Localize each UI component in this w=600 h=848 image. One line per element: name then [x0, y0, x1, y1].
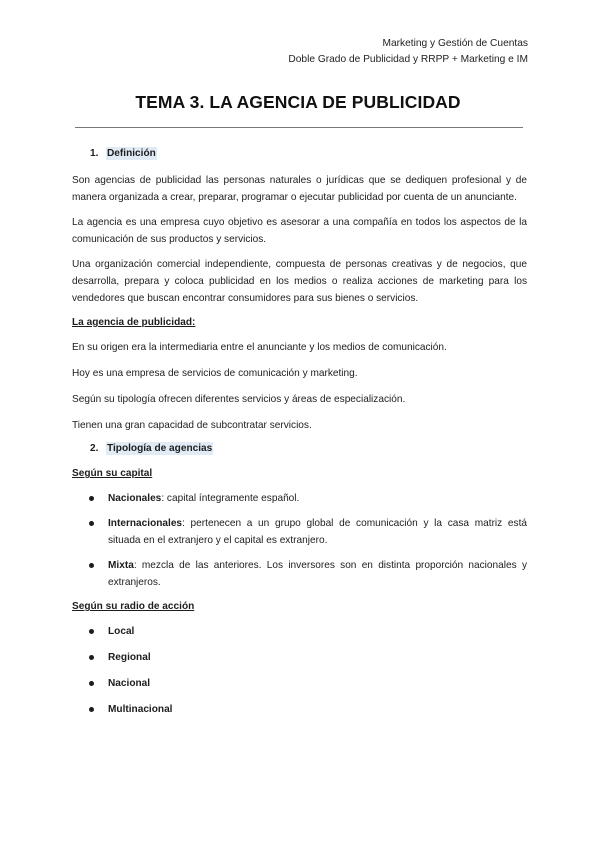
- bullet-icon: [89, 707, 94, 712]
- list-item-term: Mixta: [108, 560, 134, 571]
- capital-list: [72, 490, 527, 591]
- document-header: [288, 36, 528, 68]
- list-item: [72, 675, 527, 692]
- list-item: [72, 701, 527, 718]
- paragraph: Hoy es una empresa de servicios de comunicación y marketing.: [72, 368, 358, 379]
- subheading-capital: Según su capital: [72, 468, 153, 479]
- list-item-term: Regional: [108, 652, 151, 663]
- bullet-icon: [89, 563, 94, 568]
- list-item-desc: : pertenecen a un grupo global de comunicación y la casa matriz está situada en el extranjero y el capital es extranjero.: [108, 518, 527, 546]
- section-heading-tipologia: [90, 441, 527, 457]
- page-title: TEMA 3. LA AGENCIA DE PUBLICIDAD: [135, 92, 461, 112]
- list-item-desc: : capital íntegramente español.: [161, 493, 300, 504]
- title-divider: [75, 127, 523, 128]
- list-item: [72, 649, 527, 666]
- paragraph: La agencia es una empresa cuyo objetivo es asesorar a una compañía en todos los aspectos de la comunicación de sus productos y servicios.: [72, 217, 527, 245]
- radio-list: [72, 623, 527, 718]
- paragraph: Una organización comercial independiente, compuesta de personas creativas y de negocios, que desarrolla, prepara y coloca publicidad en los medios o realiza acciones de marketing para los vendedores que buscan encontrar consumidores para sus bienes o servicios.: [72, 259, 527, 304]
- bullet-icon: [89, 496, 94, 501]
- list-item-term: Internacionales: [108, 518, 183, 529]
- list-item-term: Local: [108, 626, 135, 637]
- section-number: 2.: [90, 443, 99, 454]
- bullet-icon: [89, 521, 94, 526]
- list-item: [72, 623, 527, 640]
- bullet-icon: [89, 655, 94, 660]
- section-label: Definición: [107, 148, 156, 159]
- section-number: 1.: [90, 148, 99, 159]
- paragraph: Tienen una gran capacidad de subcontratar servicios.: [72, 420, 312, 431]
- document-body: [72, 146, 527, 718]
- subheading-radio: Según su radio de acción: [72, 601, 195, 612]
- subheading-agencia: La agencia de publicidad:: [72, 317, 196, 328]
- list-item-term: Multinacional: [108, 704, 173, 715]
- paragraph: Son agencias de publicidad las personas naturales o jurídicas que se dediquen profesional y de manera organizada a crear, preparar, programar o ejecutar publicidad por cuenta de un anunciante.: [72, 175, 527, 203]
- bullet-icon: [89, 629, 94, 634]
- list-item-term: Nacional: [108, 678, 151, 689]
- section-heading-definicion: [90, 146, 527, 162]
- list-item-desc: : mezcla de las anteriores. Los inversores son en distinta proporción nacionales y extranjeros.: [108, 560, 527, 588]
- degree-name: Doble Grado de Publicidad y RRPP + Marketing e IM: [288, 54, 528, 65]
- paragraph: En su origen era la intermediaria entre el anunciante y los medios de comunicación.: [72, 342, 447, 353]
- list-item-term: Nacionales: [108, 493, 162, 504]
- list-item: [72, 557, 527, 591]
- paragraph: Según su tipología ofrecen diferentes servicios y áreas de especialización.: [72, 394, 406, 405]
- list-item: [72, 515, 527, 549]
- bullet-icon: [89, 681, 94, 686]
- course-name: Marketing y Gestión de Cuentas: [382, 38, 528, 49]
- list-item: [72, 490, 527, 507]
- section-label: Tipología de agencias: [107, 443, 213, 454]
